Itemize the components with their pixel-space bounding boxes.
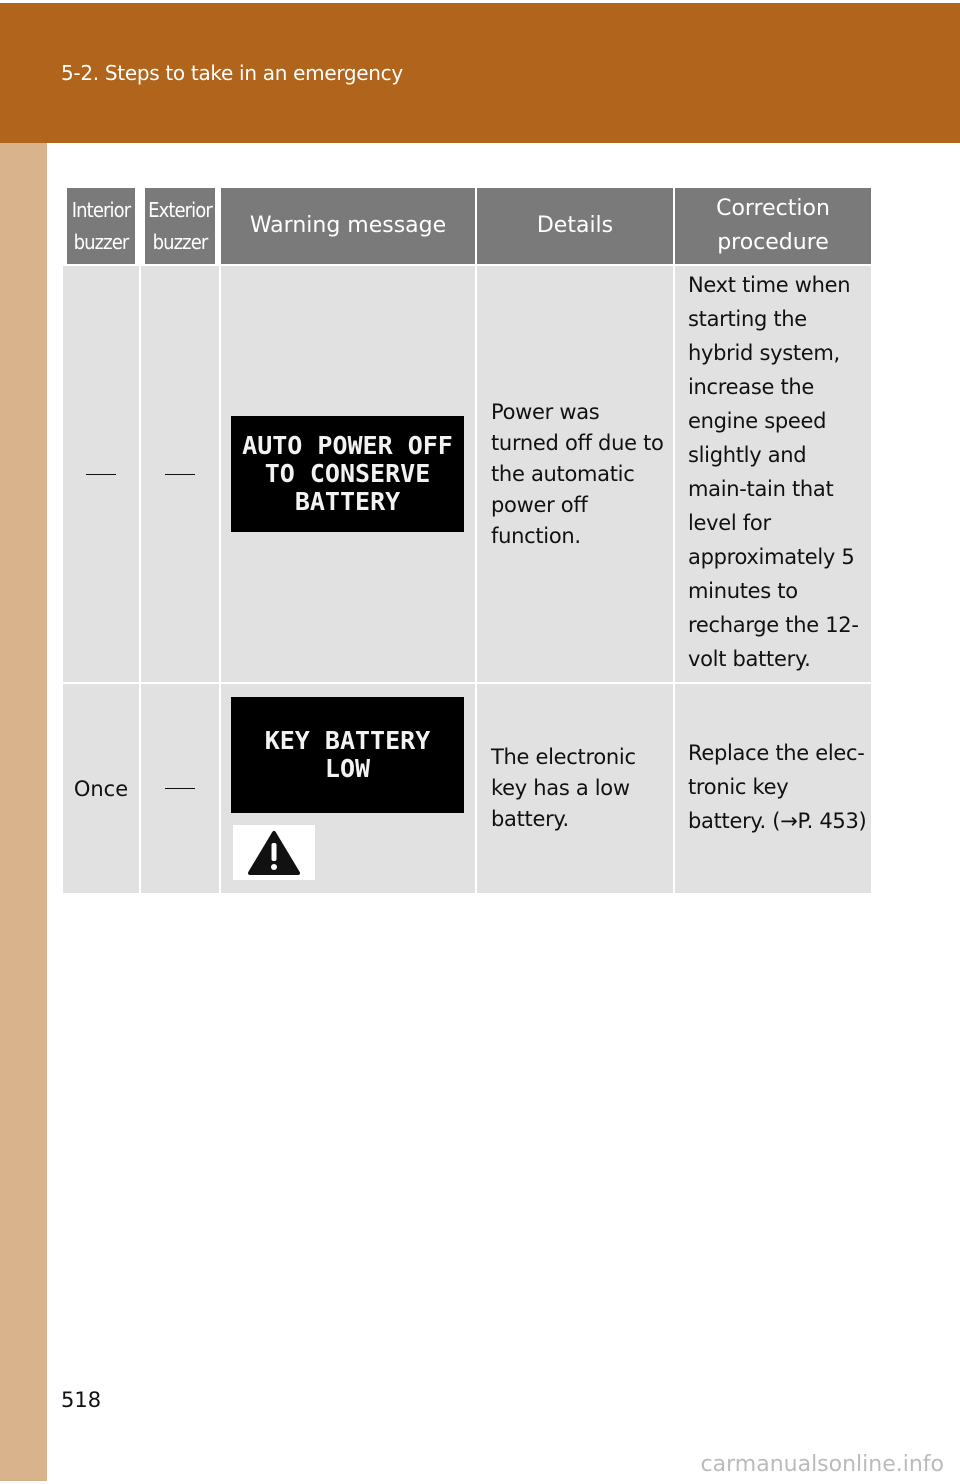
warning-table bbox=[61, 186, 873, 895]
dash bbox=[86, 474, 116, 475]
warning-display bbox=[231, 697, 464, 813]
message-cell bbox=[220, 683, 476, 894]
table-header-row bbox=[62, 187, 872, 265]
exterior-cell bbox=[140, 683, 220, 894]
col-interior-buzzer: Interior buzzer bbox=[66, 187, 136, 265]
page-number: 518 bbox=[61, 1388, 102, 1412]
interior-cell bbox=[62, 265, 140, 683]
display-line: LOW bbox=[324, 754, 371, 783]
display-line: KEY BATTERY bbox=[264, 726, 431, 755]
warning-display bbox=[231, 416, 464, 532]
message-cell bbox=[220, 265, 476, 683]
dash bbox=[165, 788, 195, 789]
correction-cell: Replace the elec-tronic key battery. (→P. 453) bbox=[674, 683, 872, 894]
display-line: BATTERY bbox=[294, 487, 401, 516]
interior-cell: Once bbox=[62, 683, 140, 894]
page-header bbox=[0, 0, 960, 143]
display-line: AUTO POWER OFF bbox=[242, 431, 453, 460]
details-cell: Power was turned off due to the automatic power off function. bbox=[476, 265, 674, 683]
col-details: Details bbox=[476, 187, 674, 265]
details-cell: The electronic key has a low battery. bbox=[476, 683, 674, 894]
correction-cell: Next time when starting the hybrid system, increase the engine speed slightly and main-tain that level for approximately 5 minutes to recharge the 12-volt battery. bbox=[674, 265, 872, 683]
watermark: carmanualsonline.info bbox=[700, 1452, 944, 1477]
dash bbox=[165, 474, 195, 475]
warning-triangle-icon bbox=[233, 825, 315, 880]
section-title: 5-2. Steps to take in an emergency bbox=[61, 61, 403, 85]
side-strip bbox=[0, 143, 47, 1481]
exterior-cell bbox=[140, 265, 220, 683]
col-correction: Correction procedure bbox=[674, 187, 872, 265]
table-row bbox=[62, 265, 872, 683]
display-line: TO CONSERVE bbox=[264, 459, 431, 488]
col-warning-message: Warning message bbox=[220, 187, 476, 265]
col-exterior-buzzer: Exterior buzzer bbox=[144, 187, 216, 265]
table-row bbox=[62, 683, 872, 894]
